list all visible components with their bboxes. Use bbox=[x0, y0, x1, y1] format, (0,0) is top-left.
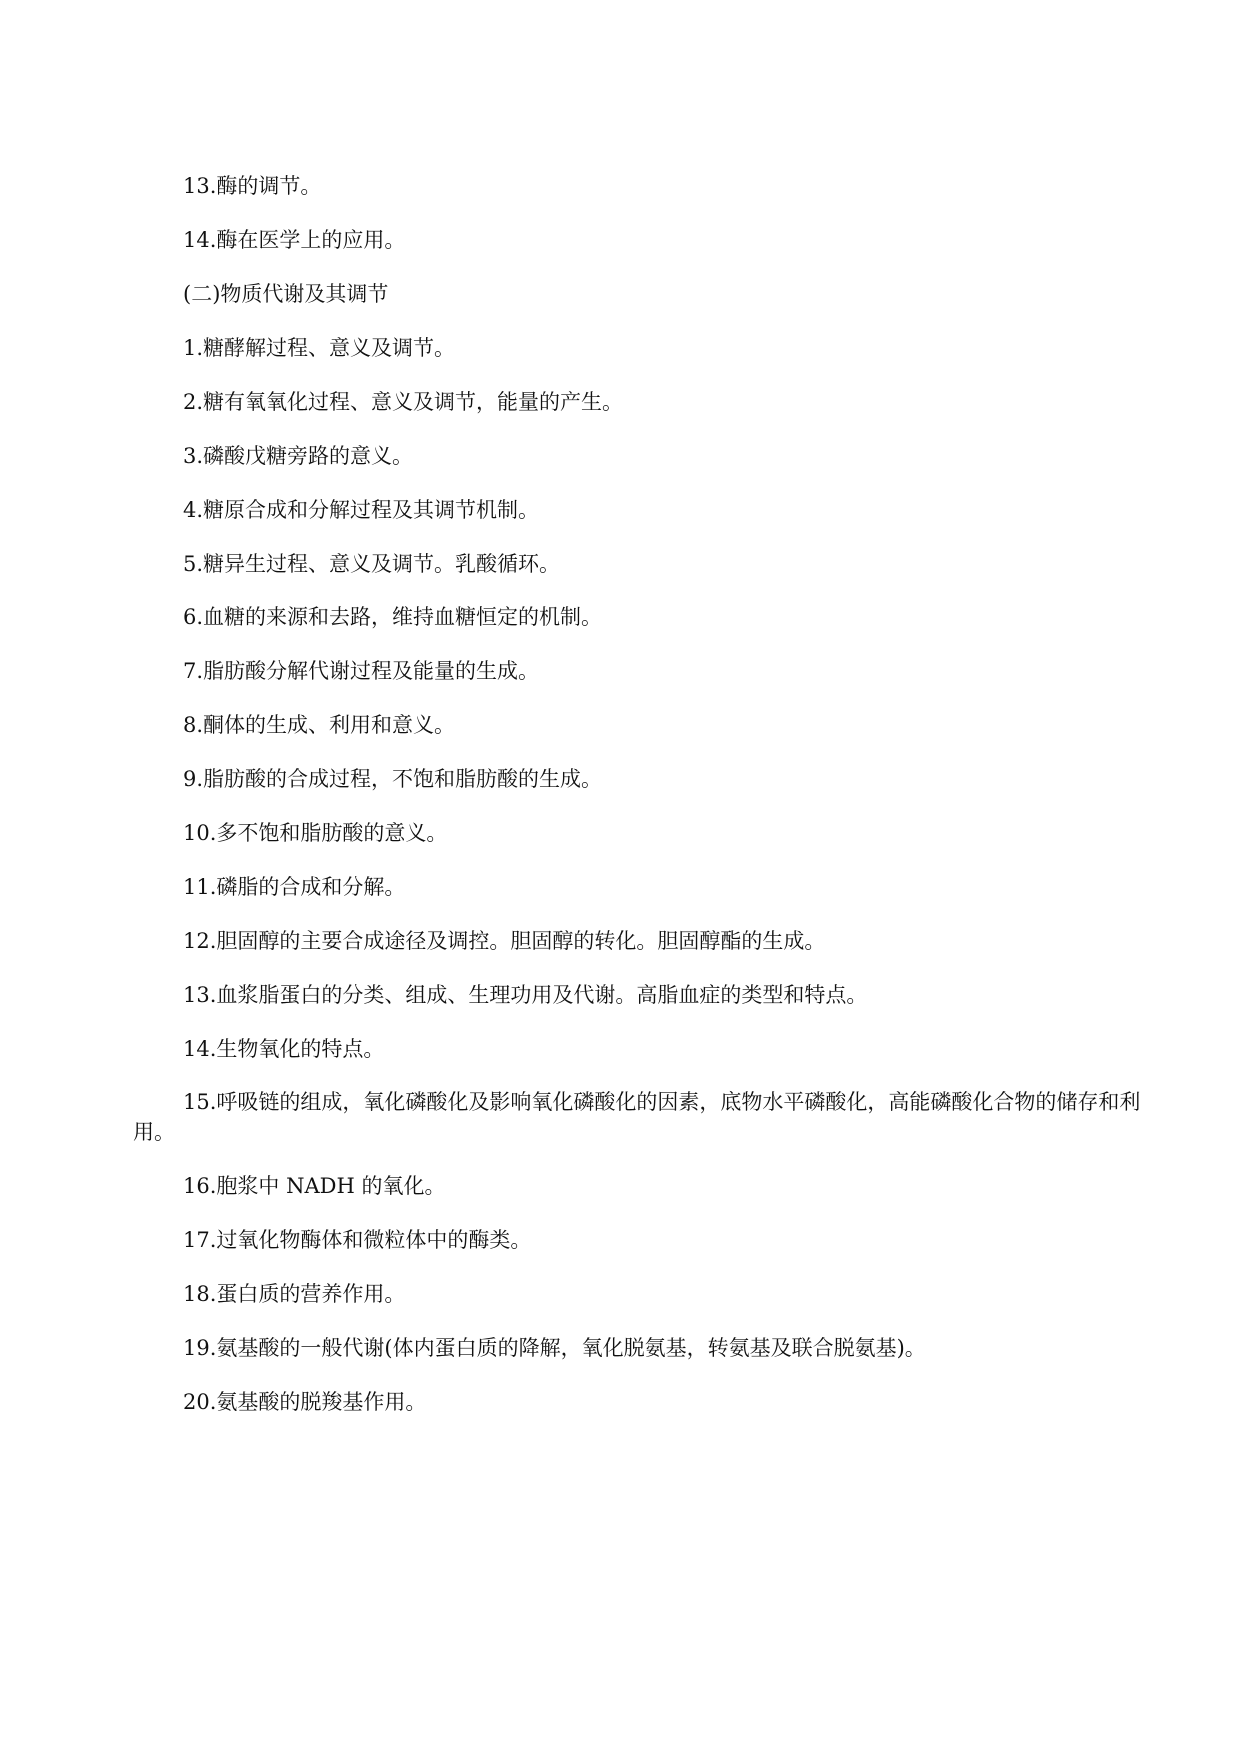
list-item: 1.糖酵解过程、意义及调节。 bbox=[183, 336, 456, 360]
list-item: 2.糖有氧氧化过程、意义及调节，能量的产生。 bbox=[183, 390, 624, 414]
list-item: 5.糖异生过程、意义及调节。乳酸循环。 bbox=[183, 552, 561, 576]
list-item: 15.呼吸链的组成，氧化磷酸化及影响氧化磷酸化的因素，底物水平磷酸化，高能磷酸化合物的储存和利用。 bbox=[133, 1090, 1141, 1144]
list-item: 20.氨基酸的脱羧基作用。 bbox=[183, 1390, 427, 1414]
list-item: 11.磷脂的合成和分解。 bbox=[183, 875, 406, 899]
list-item: 17.过氧化物酶体和微粒体中的酶类。 bbox=[183, 1228, 532, 1252]
list-item: 3.磷酸戊糖旁路的意义。 bbox=[183, 444, 414, 468]
list-item: 8.酮体的生成、利用和意义。 bbox=[183, 713, 456, 737]
list-item: 10.多不饱和脂肪酸的意义。 bbox=[183, 821, 448, 845]
list-item: 18.蛋白质的营养作用。 bbox=[183, 1282, 406, 1306]
list-item: 13.血浆脂蛋白的分类、组成、生理功用及代谢。高脂血症的类型和特点。 bbox=[183, 983, 868, 1007]
list-item: 16.胞浆中 NADH 的氧化。 bbox=[183, 1174, 446, 1198]
list-item: 6.血糖的来源和去路，维持血糖恒定的机制。 bbox=[183, 605, 603, 629]
list-item: 14.生物氧化的特点。 bbox=[183, 1037, 385, 1061]
section-heading: (二)物质代谢及其调节 bbox=[183, 282, 389, 306]
list-item: 19.氨基酸的一般代谢(体内蛋白质的降解，氧化脱氨基，转氨基及联合脱氨基)。 bbox=[183, 1336, 926, 1360]
list-item: 14.酶在医学上的应用。 bbox=[183, 228, 406, 252]
list-item: 12.胆固醇的主要合成途径及调控。胆固醇的转化。胆固醇酯的生成。 bbox=[183, 929, 826, 953]
list-item: 13.酶的调节。 bbox=[183, 174, 322, 198]
list-item: 7.脂肪酸分解代谢过程及能量的生成。 bbox=[183, 659, 540, 683]
list-item: 4.糖原合成和分解过程及其调节机制。 bbox=[183, 498, 540, 522]
list-item: 9.脂肪酸的合成过程，不饱和脂肪酸的生成。 bbox=[183, 767, 603, 791]
